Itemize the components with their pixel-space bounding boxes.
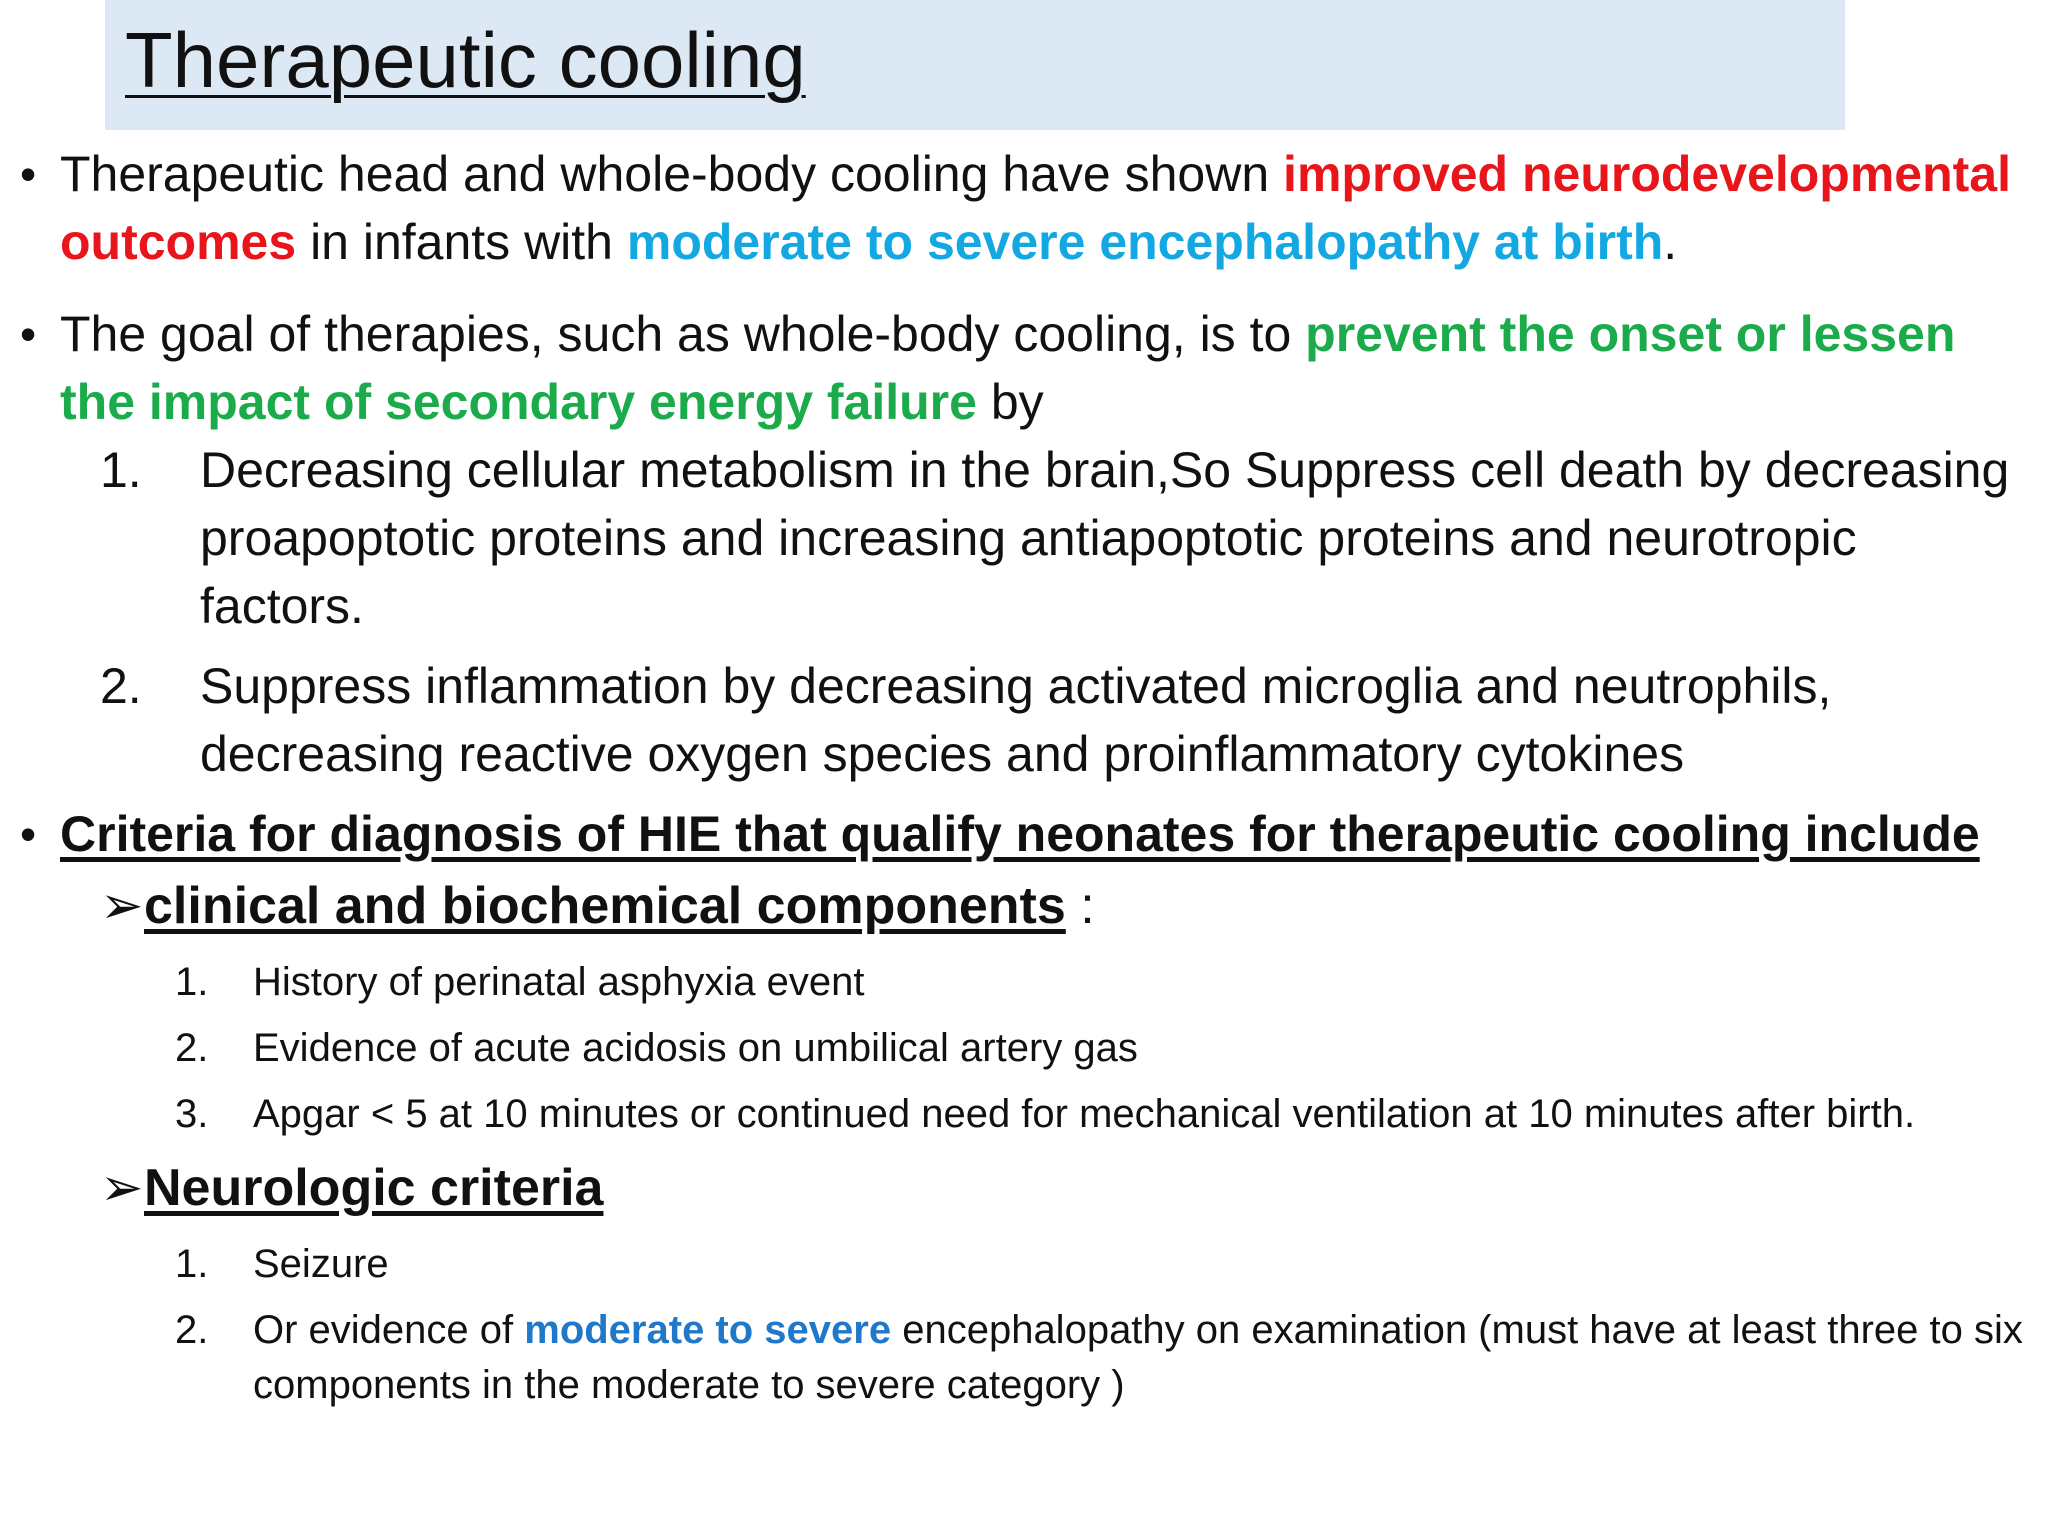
bullet-dot-icon: • <box>20 808 37 860</box>
bullet1-mid: in infants with <box>296 214 627 270</box>
list-number: 3. <box>175 1092 209 1136</box>
list-item-text: Apgar < 5 at 10 minutes or continued need for mechanical ventilation at 10 minutes after birth. <box>253 1092 1916 1136</box>
list-item <box>175 1021 2048 1076</box>
bullet1-post: . <box>1663 214 1678 270</box>
bullet-hie-criteria <box>0 800 2048 868</box>
list-number: 2. <box>175 1308 209 1352</box>
arrow-bullet-icon: ➢ <box>100 1159 144 1217</box>
list-item-highlight-blue: moderate to severe <box>524 1308 892 1352</box>
clinical-components-list <box>0 955 2048 1142</box>
list-number: 1. <box>175 960 209 1004</box>
list-item-text: History of perinatal asphyxia event <box>253 960 865 1004</box>
list-number: 1. <box>100 442 142 498</box>
bullet1-pre: Therapeutic head and whole-body cooling have shown <box>60 146 1284 202</box>
bullet-dot-icon: • <box>20 308 37 360</box>
bullet-therapy-goal <box>0 300 2048 436</box>
clinical-components-label: clinical and biochemical components <box>144 877 1066 935</box>
bullet2-post: by <box>976 374 1044 430</box>
title-bar <box>105 0 1845 130</box>
bullet-dot-icon: • <box>20 148 37 200</box>
list-item-text: Decreasing cellular metabolism in the brain,So Suppress cell death by decreasing proapoptotic proteins and increasing antiapoptotic proteins and neurotropic factors. <box>200 442 2010 634</box>
bullet2-pre: The goal of therapies, such as whole-body cooling, is to <box>60 306 1306 362</box>
neurologic-criteria-label: Neurologic criteria <box>144 1159 604 1217</box>
list-number: 2. <box>175 1026 209 1070</box>
neurologic-criteria-list <box>0 1237 2048 1413</box>
bullet1-highlight-cyan: moderate to severe encephalopathy at birth <box>626 214 1664 270</box>
list-item <box>175 1303 2048 1413</box>
list-item-text: Seizure <box>253 1242 389 1286</box>
list-item <box>100 436 2048 640</box>
slide-title: Therapeutic cooling <box>125 16 806 104</box>
list-item <box>100 652 2048 788</box>
arrow-bullet-icon: ➢ <box>100 877 144 935</box>
list-item <box>175 1087 2048 1142</box>
slide-content <box>0 140 2048 1421</box>
bullet2-highlight-green: prevent the onset or lessen the impact of secondary energy failure <box>60 306 1956 430</box>
therapy-mechanisms-list <box>0 436 2048 788</box>
bullet-cooling-outcomes <box>0 140 2048 276</box>
list-item <box>175 955 2048 1010</box>
criteria-heading: Criteria for diagnosis of HIE that qualify neonates for therapeutic cooling include <box>60 806 1980 862</box>
list-item <box>175 1237 2048 1292</box>
list-item-text-pre: Or evidence of <box>253 1308 525 1352</box>
list-number: 2. <box>100 658 142 714</box>
list-item-text: Suppress inflammation by decreasing activated microglia and neutrophils, decreasing reactive oxygen species and proinflammatory cytokines <box>200 658 1832 782</box>
clinical-components-heading <box>0 868 2048 944</box>
list-item-text: Evidence of acute acidosis on umbilical artery gas <box>253 1026 1138 1070</box>
neurologic-criteria-heading <box>0 1150 2048 1226</box>
list-item-text-post: encephalopathy on examination (must have at least three to six components in the moderate to severe category ) <box>253 1308 2023 1407</box>
bullet1-highlight-red: improved neurodevelopmental outcomes <box>60 146 2011 270</box>
list-number: 1. <box>175 1242 209 1286</box>
clinical-components-suffix: : <box>1065 877 1095 935</box>
